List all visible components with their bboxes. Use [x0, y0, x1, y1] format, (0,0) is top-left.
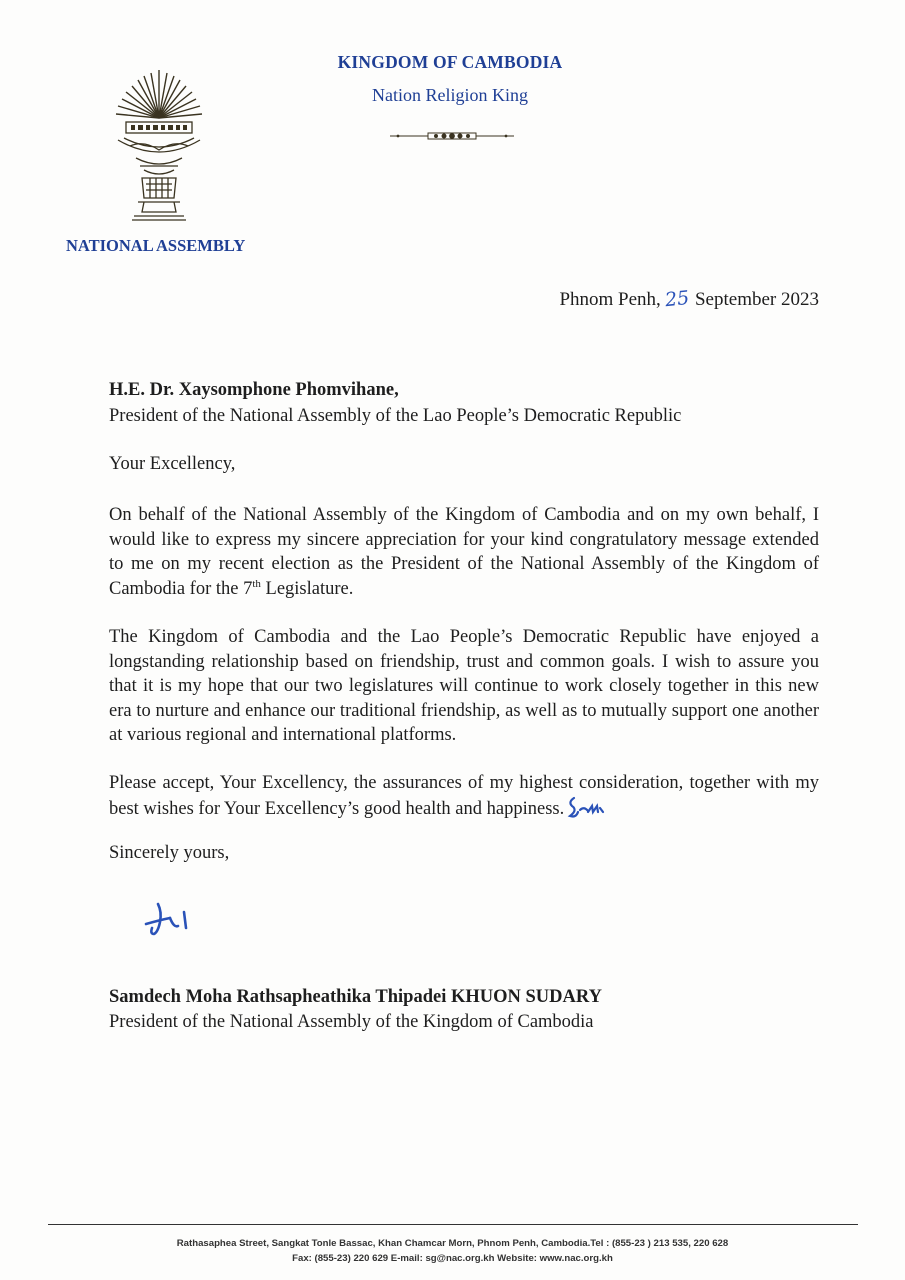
salutation: Your Excellency,	[109, 454, 236, 474]
divider-ornament-icon	[390, 130, 514, 142]
handwritten-initials-icon	[566, 796, 610, 820]
closing-phrase: Sincerely yours,	[109, 843, 230, 863]
footer-address: Rathasaphea Street, Sangkat Tonle Bassac, Khan Chamcar Morn, Phnom Penh, Cambodia.Tel : (855-23 ) 213 535, 220 628	[176, 1238, 729, 1249]
signer-name: Samdech Moha Rathsapheathika Thipadei KHUON SUDARY	[109, 987, 602, 1007]
dateline-place: Phnom Penh,	[559, 289, 661, 310]
body-paragraph-3-text: Please accept, Your Excellency, the assurances of my highest consideration, together with my best wishes for Your Excellency’s good health and happiness.	[109, 773, 819, 819]
national-motto: Nation Religion King	[372, 85, 528, 105]
signer-title: President of the National Assembly of the Kingdom of Cambodia	[109, 1012, 594, 1032]
issuer-name: NATIONAL ASSEMBLY	[66, 236, 246, 255]
addressee-title: President of the National Assembly of the Lao People’s Democratic Republic	[109, 406, 682, 426]
body-paragraph-1-end: Legislature.	[260, 578, 354, 599]
ordinal-suffix: th	[252, 577, 261, 590]
addressee-name: H.E. Dr. Xaysomphone Phomvihane,	[109, 380, 399, 400]
body-paragraph-3	[109, 771, 819, 821]
body-paragraph-1	[109, 503, 819, 601]
signature-icon	[140, 898, 200, 942]
kingdom-title: KINGDOM OF CAMBODIA	[337, 52, 563, 72]
national-assembly-emblem-icon	[104, 66, 214, 224]
footer-divider	[48, 1224, 858, 1225]
dateline-day-handwritten: 25	[663, 286, 691, 312]
body-paragraph-2: The Kingdom of Cambodia and the Lao People’s Democratic Republic have enjoyed a longstanding relationship based on friendship, trust and common goals. I wish to assure you that it is my hope that our two legislatures will continue to work closely together in this new era to nurture and enhance our traditional friendship, as well as to mutually support one another at various regional and international platforms.	[109, 627, 819, 745]
dateline	[559, 288, 819, 311]
dateline-month-year: September 2023	[694, 289, 819, 310]
body-paragraph-1-text: On behalf of the National Assembly of the Kingdom of Cambodia and on my own behalf, I would like to express my sincere appreciation for your kind congratulatory message extended to me on my recent election as the President of the National Assembly of the Kingdom of Cambodia for the 7	[109, 505, 819, 599]
footer-contact: Fax: (855-23) 220 629 E-mail: sg@nac.org.kh Website: www.nac.org.kh	[292, 1253, 613, 1264]
